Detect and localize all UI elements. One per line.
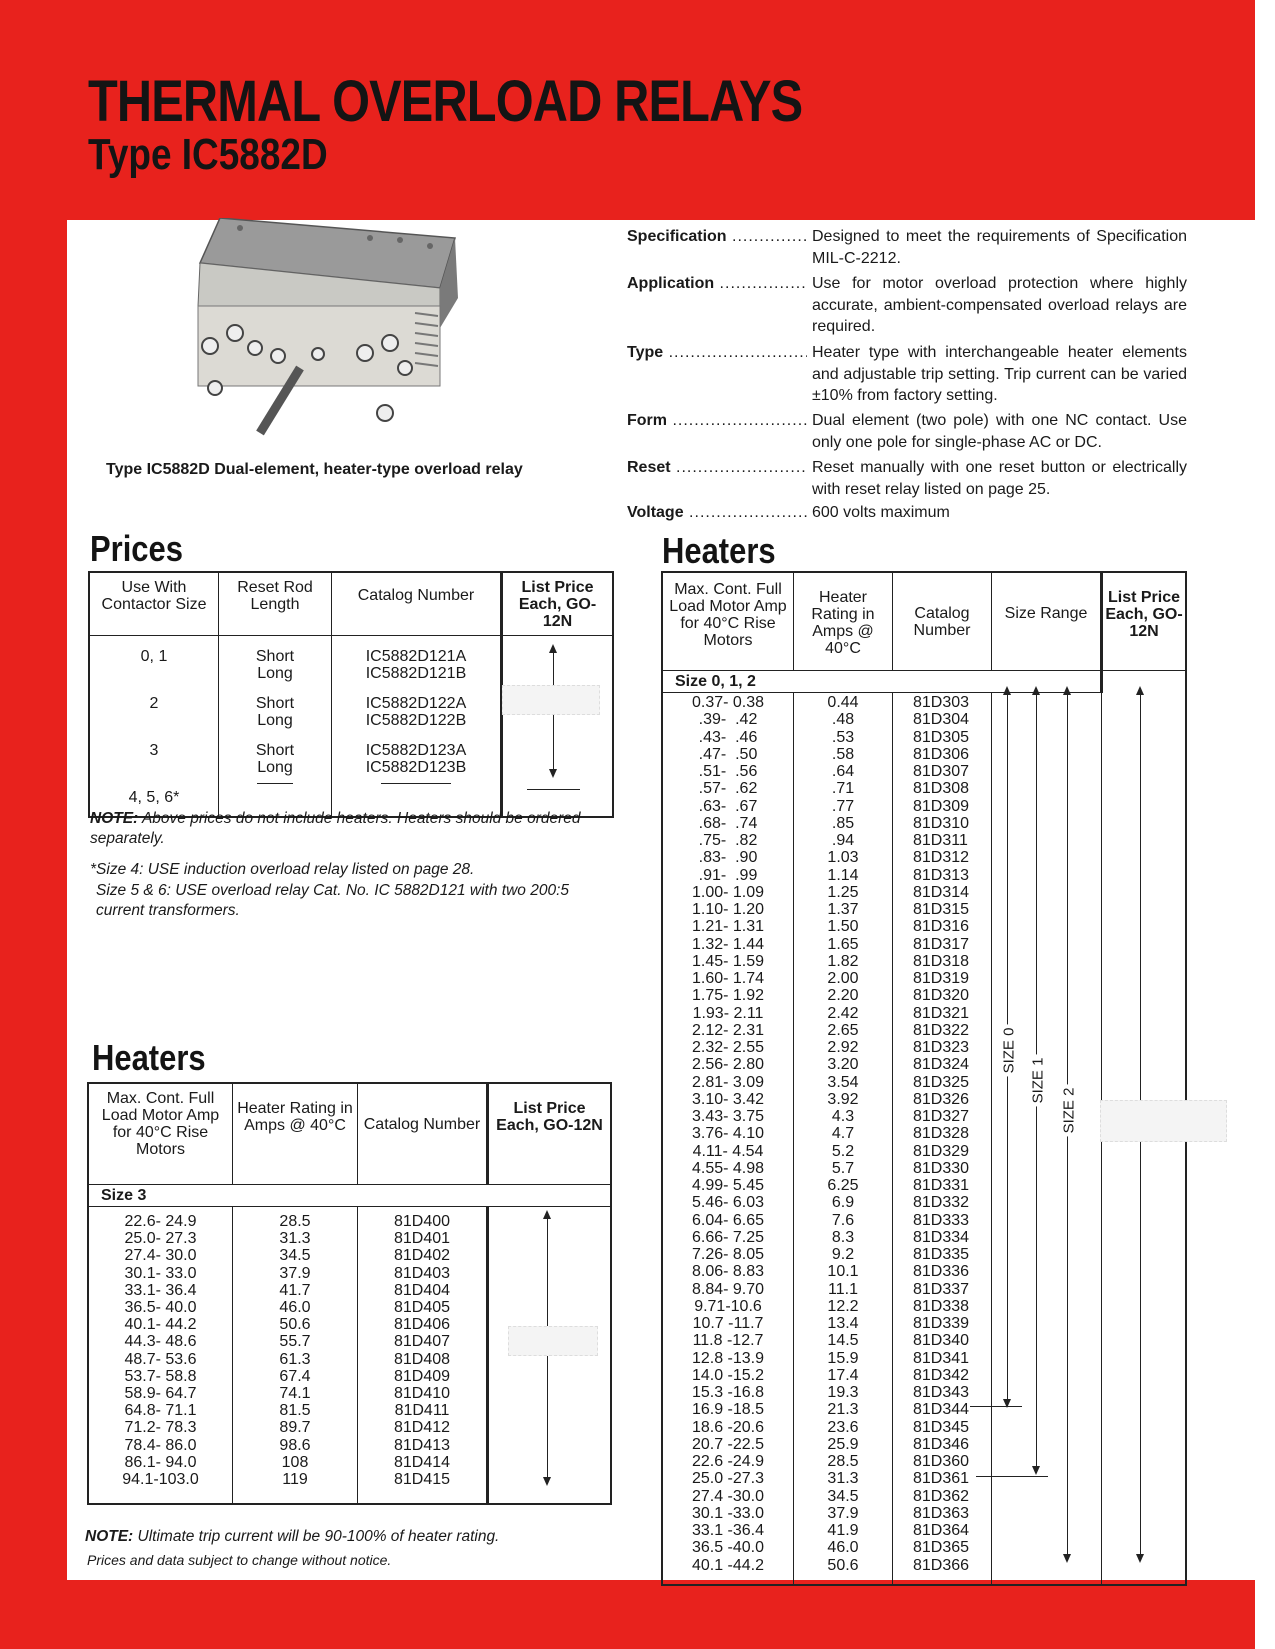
table-cell: 40.1 -44.2 [691,1556,765,1574]
table-cell: 81D413 [393,1436,451,1454]
length-column [219,636,332,818]
catalog-cell: IC5882D121A [365,648,467,665]
table-cell: 81D333 [913,1211,970,1229]
spec-specification [627,226,1187,269]
table-cell: 8.84- 9.70 [691,1280,765,1298]
table-cell: 81D312 [913,849,970,867]
note-text: Above prices do not include heaters. Heaters should be ordered separately. [90,810,581,847]
table-cell: 1.21- 1.31 [691,918,765,936]
spec-value: Reset manually with one reset button or electrically with reset relay listed on page 25. [812,459,1187,498]
col-header: Catalog Number [332,572,502,636]
table-cell: 81D342 [913,1366,970,1384]
table-cell: 81D361 [913,1470,970,1488]
col-header: List Price Each, GO-12N [488,1083,612,1185]
spec-value: 600 volts maximum [812,504,950,521]
table-cell: 0.44 [827,694,859,711]
size56-footnote: Size 5 & 6: USE overload relay Cat. No. IC 5882D121 with two 200:5 current transformers. [96,882,569,919]
table-cell: 25.0- 27.3 [124,1230,197,1248]
price-sticker [508,1326,598,1356]
table-cell: 78.4- 86.0 [124,1436,197,1454]
table-cell: 8.06- 8.83 [691,1263,765,1281]
table-cell: 7.6 [831,1211,855,1229]
table-cell: 81D364 [913,1522,970,1539]
table-cell: 81D412 [393,1419,451,1437]
page-subtitle: Type IC5882D [88,130,328,179]
col-header: List Price Each, GO-12N [502,572,614,636]
table-cell: 12.8 -13.9 [691,1349,765,1367]
table-cell: 81D308 [913,780,970,798]
section-label: Size 3 [88,1185,611,1207]
table-cell: .75- .82 [698,832,758,849]
table-cell: .68- .74 [698,814,758,832]
table-cell: 2.12- 2.31 [691,1021,765,1039]
heaters-size012-heading: Heaters [662,530,776,571]
table-cell: 61.3 [279,1350,311,1368]
table-cell: 50.6 [827,1556,859,1574]
table-cell: 1.65 [827,935,859,953]
table-cell: 81D305 [913,728,970,746]
table-cell: 81D411 [394,1402,450,1420]
catalog-cell: IC5882D122B [365,712,467,729]
table-cell: 18.6 -20.6 [691,1418,765,1436]
table-cell: .91- .99 [698,866,758,884]
spec-label: Type ..... [627,342,807,364]
table-cell: 10.1 [827,1263,859,1281]
table-cell: 41.7 [279,1281,311,1299]
disclaimer: Prices and data subject to change without notice. [87,1552,392,1568]
table-cell: 28.5 [827,1453,859,1470]
catalog-column [358,1207,488,1505]
table-cell: 81D402 [393,1247,451,1265]
table-cell: 86.1- 94.0 [124,1453,197,1471]
table-cell: 81D340 [913,1332,970,1350]
length-cell: Short [255,742,295,759]
table-cell: 81D404 [393,1281,451,1299]
table-cell: 81D363 [913,1504,970,1522]
table-cell: 22.6- 24.9 [124,1213,197,1230]
size-cell: 2 [149,695,159,712]
table-cell: 25.9 [827,1435,859,1453]
table-cell: 81D401 [393,1230,451,1248]
note-text: Ultimate trip current will be 90-100% of heater rating. [137,1528,500,1545]
table-cell: 46.0 [279,1299,311,1317]
table-cell: 81D337 [913,1280,970,1298]
col-header: Catalog Number [893,572,992,671]
table-cell: 14.5 [827,1332,859,1350]
spec-label: Specification ..... [627,226,807,248]
table-cell: 2.56- 2.80 [691,1056,765,1074]
spec-application [627,273,1187,338]
table-cell: 81D341 [913,1349,970,1367]
table-cell: 81D408 [393,1350,451,1368]
table-cell: 74.1 [279,1385,311,1403]
table-cell: 6.66- 7.25 [691,1228,765,1246]
table-cell: 4.7 [831,1125,855,1143]
table-cell: 81D332 [913,1194,970,1212]
table-cell: 28.5 [279,1213,311,1230]
table-cell: 2.65 [827,1021,859,1039]
catalog-cell: IC5882D121B [365,665,467,682]
spec-value: Use for motor overload protection where highly accurate, ambient-compensated overload relays are required. [812,275,1187,335]
table-cell: 3.54 [827,1073,859,1091]
table-cell: 81D320 [913,987,970,1005]
heaters-size3-table [87,1082,612,1505]
table-cell: 1.45- 1.59 [691,952,765,970]
table-cell: 15.9 [827,1349,859,1367]
table-cell: 16.9 -18.5 [691,1401,765,1419]
table-cell: .94 [831,832,855,849]
table-cell: 94.1-103.0 [122,1471,199,1489]
table-cell: 8.3 [831,1228,855,1246]
table-cell: 33.1 -36.4 [691,1522,765,1539]
table-cell: 81D403 [393,1264,451,1282]
rating-column [233,1207,358,1505]
table-cell: 81D406 [393,1316,451,1334]
table-cell: 22.6 -24.9 [691,1453,765,1470]
spec-voltage [627,502,1187,524]
table-cell: 81D309 [913,797,970,815]
table-cell: .47- .50 [698,745,758,763]
price-sticker [502,685,600,715]
amps-column [88,1207,233,1505]
table-cell: 12.2 [827,1297,859,1315]
table-cell: 34.5 [827,1487,859,1505]
table-cell: .63- .67 [698,797,758,815]
table-cell: 119 [282,1471,308,1489]
section-label: Size 0, 1, 2 [662,671,1102,693]
note-label: NOTE: [85,1528,134,1545]
table-cell: 21.3 [827,1401,859,1419]
table-cell: 9.71-10.6 [694,1297,762,1315]
table-cell: 81D323 [913,1039,970,1056]
price-sticker [1100,1100,1227,1142]
table-cell: 2.81- 3.09 [691,1073,765,1091]
table-cell: 98.6 [279,1436,311,1454]
table-cell: 81D400 [393,1213,451,1230]
spec-label: Application ..... [627,273,807,295]
table-cell: 81D329 [913,1142,970,1160]
table-cell: 81D303 [913,694,970,711]
table-cell: 81D414 [393,1453,451,1471]
table-cell: 81D327 [913,1108,970,1125]
table-cell: 53.7- 58.8 [124,1367,197,1385]
table-cell: .64 [831,763,855,780]
table-cell: 81D311 [913,832,968,849]
table-cell: 81D334 [913,1228,970,1246]
table-cell: 17.4 [827,1366,859,1384]
prices-heading: Prices [90,528,183,569]
table-cell: 1.60- 1.74 [691,970,765,987]
table-cell: 2.42 [827,1004,859,1022]
table-cell: 81D313 [913,866,970,884]
size0-range-end [970,1406,1022,1407]
table-cell: .51- .56 [698,763,758,780]
table-cell: 81D306 [913,745,970,763]
length-cell: Short [255,648,295,665]
table-cell: 6.25 [827,1177,859,1194]
size-cell: 0, 1 [140,648,168,665]
table-cell: 4.99- 5.45 [691,1177,765,1194]
table-cell: 67.4 [279,1367,311,1385]
prices-note [90,809,590,849]
table-cell: 3.92 [827,1090,859,1108]
table-cell: 31.3 [279,1230,311,1248]
table-cell: 81D316 [913,918,970,936]
table-cell: 81D407 [393,1333,451,1351]
table-cell: 1.50 [827,918,859,936]
table-cell: 3.10- 3.42 [691,1090,765,1108]
table-cell: 27.4- 30.0 [124,1247,197,1265]
table-cell: .71 [831,780,855,798]
table-cell: 64.8- 71.1 [124,1402,197,1420]
table-cell: 81D338 [913,1297,970,1315]
table-cell: 3.76- 4.10 [691,1125,765,1143]
table-cell: 50.6 [279,1316,311,1334]
length-cell: Short [255,695,295,712]
table-cell: 36.5- 40.0 [124,1299,197,1317]
col-header: Heater Rating in Amps @ 40°C [794,572,893,671]
table-cell: 1.03 [827,849,859,867]
table-cell: .53 [831,728,855,746]
table-cell: 81D336 [913,1263,970,1281]
table-cell: 37.9 [279,1264,311,1282]
table-cell: 11.1 [828,1280,858,1298]
size-cell: 4, 5, 6* [128,789,180,806]
dash-line [527,789,580,790]
right-edge-strip [1255,0,1275,1649]
table-cell: .85 [831,814,855,832]
table-cell: 3.43- 3.75 [691,1108,765,1125]
table-cell: 81D409 [393,1367,451,1385]
table-cell: 4.55- 4.98 [691,1159,765,1177]
table-cell: 1.32- 1.44 [691,935,765,953]
size0-label: SIZE 0 [998,1025,1019,1077]
photo-caption: Type IC5882D Dual-element, heater-type overload relay [106,461,523,478]
table-cell: 1.10- 1.20 [691,901,765,918]
table-cell: 3.20 [827,1056,859,1074]
table-cell: 2.20 [827,987,859,1005]
table-cell: 23.6 [827,1418,859,1436]
table-cell: 81D339 [913,1315,970,1332]
table-cell: 1.75- 1.92 [691,987,765,1005]
table-cell: 81D366 [913,1556,970,1574]
table-cell: .57- .62 [698,780,758,798]
table-cell: 6.04- 6.65 [691,1211,765,1229]
spec-value: Heater type with interchangeable heater elements and adjustable trip setting. Trip current can be varied ±10% from factory setting. [812,344,1187,404]
table-cell: 2.92 [827,1039,859,1056]
table-cell: 81D344 [913,1401,970,1419]
table-cell: 13.4 [827,1315,859,1332]
table-cell: 1.37 [827,901,859,918]
spec-value: Designed to meet the requirements of Specification MIL-C-2212. [812,228,1187,267]
col-header: Reset Rod Length [219,572,332,636]
table-cell: 0.37- 0.38 [691,694,765,711]
table-cell: 81D317 [913,935,970,953]
table-cell: 4.11- 4.54 [692,1142,764,1160]
table-cell: 1.00- 1.09 [691,883,765,901]
spec-reset [627,457,1187,500]
catalog-cell: IC5882D122A [365,695,467,712]
table-cell: 44.3- 48.6 [124,1333,197,1351]
length-cell: Long [257,665,293,682]
table-cell: 81D346 [913,1435,970,1453]
col-header: Max. Cont. Full Load Motor Amp for 40°C Rise Motors [88,1083,233,1185]
table-cell: 2.00 [827,970,859,987]
table-cell: 30.1- 33.0 [124,1264,197,1282]
table-cell: .39- .42 [698,711,758,729]
table-cell: 14.0 -15.2 [691,1366,765,1384]
table-cell: 71.2- 78.3 [124,1419,197,1437]
note-label: NOTE: [90,810,139,827]
table-cell: 81D343 [913,1384,970,1401]
col-header: Use With Contactor Size [89,572,219,636]
col-header: Catalog Number [358,1083,488,1185]
table-cell: 41.9 [827,1522,859,1539]
table-cell: 1.14 [827,866,859,884]
table-cell: 25.0 -27.3 [691,1470,765,1488]
table-cell: 81D415 [393,1471,451,1489]
amps-column [662,693,794,1586]
page-title: THERMAL OVERLOAD RELAYS [88,69,803,134]
table-cell: 1.25 [827,883,859,901]
table-cell: 81D331 [913,1177,970,1194]
table-cell: 81.5 [279,1402,311,1420]
table-cell: 81D345 [913,1418,970,1436]
table-cell: 4.3 [831,1108,855,1125]
table-cell: 1.82 [827,952,859,970]
table-cell: 81D405 [393,1299,451,1317]
table-cell: 37.9 [827,1504,859,1522]
table-cell: 81D314 [913,883,970,901]
table-cell: 55.7 [279,1333,311,1351]
table-cell: 81D335 [913,1246,970,1263]
table-cell: 36.5 -40.0 [691,1539,765,1557]
catalog-cell: IC5882D123B [365,759,467,776]
table-cell: 81D330 [913,1159,970,1177]
table-cell: 81D321 [913,1004,970,1022]
table-cell: 81D322 [913,1021,970,1039]
table-cell: 46.0 [827,1539,859,1557]
dash-line [381,783,451,784]
size2-label: SIZE 2 [1058,1085,1079,1137]
table-cell: 89.7 [279,1419,311,1437]
catalog-column [893,693,992,1586]
table-cell: 81D319 [913,970,970,987]
table-cell: 81D310 [913,814,970,832]
table-cell: 33.1- 36.4 [124,1281,197,1299]
table-cell: .58 [831,745,855,763]
spec-type [627,342,1187,407]
table-cell: 9.2 [831,1246,855,1263]
table-cell: 81D304 [913,711,970,729]
table-cell: 81D324 [913,1056,970,1074]
table-cell: 5.2 [831,1142,855,1160]
table-cell: 27.4 -30.0 [691,1487,765,1505]
spec-value: Dual element (two pole) with one NC contact. Use only one pole for single-phase AC or DC. [812,412,1187,451]
table-cell: 19.3 [827,1384,859,1401]
table-cell: .83- .90 [698,849,758,867]
table-cell: 5.7 [831,1159,855,1177]
spec-label: Form ..... [627,410,807,432]
table-cell: 81D328 [913,1125,970,1143]
table-cell: 81D315 [913,901,970,918]
length-cell: Long [257,759,293,776]
length-cell: Long [257,712,293,729]
table-cell: 108 [281,1453,309,1471]
size-range-column [992,693,1102,1586]
table-cell: 34.5 [279,1247,311,1265]
table-cell: 81D410 [393,1385,451,1403]
table-cell: 40.1- 44.2 [124,1316,197,1334]
size-cell: 3 [149,742,159,759]
col-header: List Price Each, GO-12N [1102,572,1187,671]
spec-label: Voltage ..... [627,502,807,524]
table-cell: 81D326 [913,1090,970,1108]
relay-photo [190,218,470,458]
table-cell: 81D360 [913,1453,970,1470]
spec-label: Reset ..... [627,457,807,479]
size1-range-end [976,1476,1048,1477]
heater-note [85,1527,605,1547]
col-header: Max. Cont. Full Load Motor Amp for 40°C Rise Motors [662,572,794,671]
table-cell: 1.93- 2.11 [692,1004,764,1022]
size4-footnote: *Size 4: USE induction overload relay listed on page 28. [90,861,475,878]
table-cell: .48 [831,711,855,729]
col-header: Size Range [992,572,1102,671]
table-cell: 81D325 [913,1073,970,1091]
heaters-size3-heading: Heaters [92,1037,206,1078]
table-cell: 30.1 -33.0 [691,1504,765,1522]
table-cell: 58.9- 64.7 [124,1385,197,1403]
table-cell: 15.3 -16.8 [691,1384,765,1401]
table-cell: 81D318 [913,952,970,970]
table-cell: 48.7- 53.6 [124,1350,197,1368]
table-cell: 6.9 [831,1194,855,1212]
catalog-column [332,636,502,818]
table-cell: 11.8 -12.7 [692,1332,764,1350]
table-cell: 31.3 [827,1470,859,1488]
size1-label: SIZE 1 [1027,1055,1048,1107]
table-cell: .43- .46 [698,728,758,746]
table-cell: 81D362 [913,1487,970,1505]
dash-line [257,783,293,784]
col-header: Heater Rating in Amps @ 40°C [233,1083,358,1185]
table-cell: 5.46- 6.03 [691,1194,765,1212]
heaters-size012-table [661,571,1187,1586]
size-column [89,636,219,818]
table-cell: 81D365 [913,1539,970,1557]
table-cell: 20.7 -22.5 [691,1435,765,1453]
spec-form [627,410,1187,453]
table-cell: 7.26- 8.05 [691,1246,765,1263]
table-cell: 10.7 -11.7 [692,1315,764,1332]
catalog-cell: IC5882D123A [365,742,467,759]
table-cell: 81D307 [913,763,970,780]
table-cell: .77 [831,797,855,815]
table-cell: 2.32- 2.55 [691,1039,765,1056]
rating-column [794,693,893,1586]
